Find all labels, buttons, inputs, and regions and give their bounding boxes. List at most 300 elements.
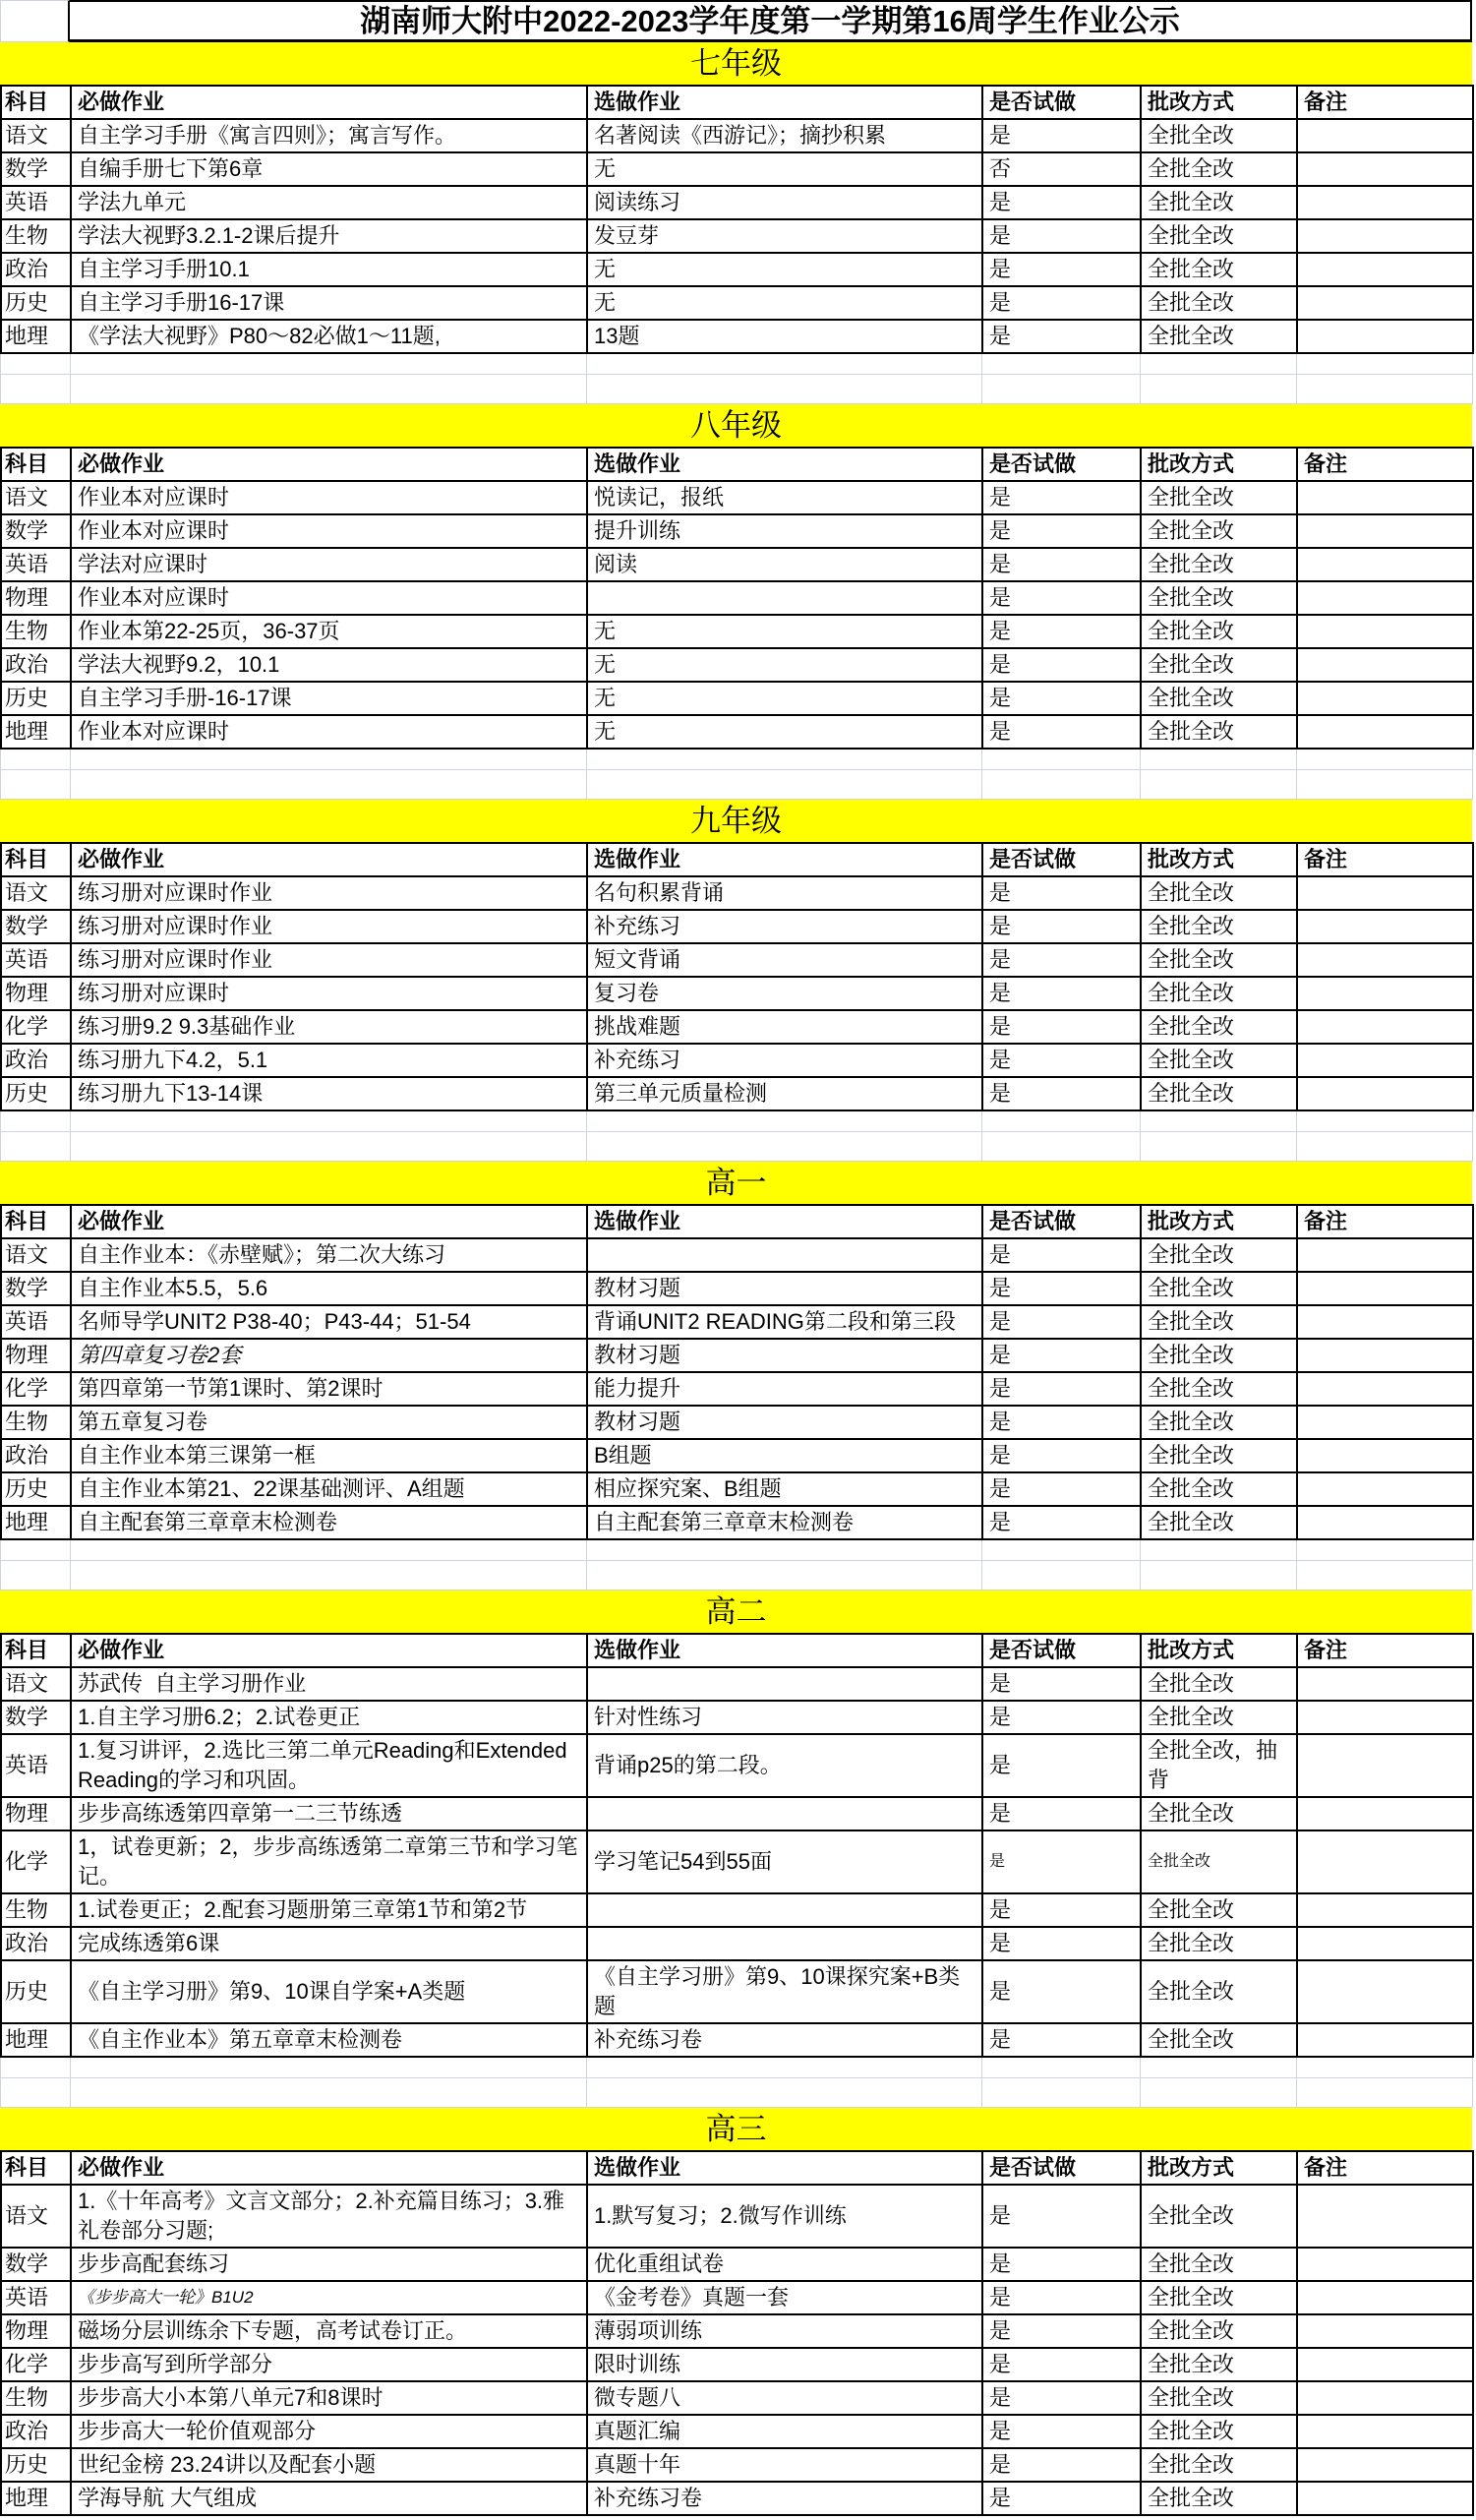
cell-remark [1298,877,1474,911]
empty-cell [587,354,982,375]
table-row [0,2349,1472,2382]
cell-grading: 全批全改 [1142,549,1298,582]
cell-optional: 补充练习 [588,1045,983,1078]
cell-grading: 全批全改 [1142,1440,1298,1473]
empty-cell [1297,750,1473,770]
cell-remark [1298,978,1474,1011]
cell-subject: 历史 [2,1078,72,1111]
cell-grading: 全批全改 [1142,1894,1298,1928]
column-header-grading: 批改方式 [1142,447,1298,482]
column-header-subject: 科目 [2,1633,72,1668]
cell-remark [1298,1239,1474,1273]
empty-cell [71,2058,587,2078]
cell-optional [588,1798,983,1831]
cell-grading: 全批全改 [1142,1831,1298,1894]
empty-cell [587,1132,982,1162]
cell-subject: 生物 [2,616,72,649]
table-row [0,1831,1472,1894]
cell-grading: 全批全改 [1142,944,1298,978]
empty-gap-row [0,1540,1472,1561]
cell-remark [1298,153,1474,187]
cell-optional: 阅读 [588,549,983,582]
cell-optional: 《金考卷》真题一套 [588,2282,983,2315]
cell-required: 1.复习讲评，2.选比三第二单元Reading和Extended Reading的学习和巩固。 [72,1735,588,1798]
cell-grading: 全批全改 [1142,2449,1298,2483]
table-row [0,716,1472,750]
cell-required: 第四章第一节第1课时、第2课时 [72,1373,588,1407]
cell-required: 第四章复习卷2套 [72,1340,588,1373]
cell-remark [1298,120,1474,153]
cell-grading: 全批全改 [1142,2024,1298,2058]
table-row [0,287,1472,321]
column-header-optional: 选做作业 [588,1204,983,1239]
cell-grading: 全批全改 [1142,120,1298,153]
empty-gap-row [0,2078,1472,2108]
column-header-row [0,842,1472,877]
cell-grading: 全批全改 [1142,2282,1298,2315]
empty-cell [1141,770,1297,800]
cell-grading: 全批全改 [1142,153,1298,187]
column-header-required: 必做作业 [72,1204,588,1239]
table-row [0,2282,1472,2315]
cell-optional: 真题十年 [588,2449,983,2483]
cell-tried: 是 [983,1735,1142,1798]
cell-tried: 是 [983,2349,1142,2382]
cell-required: 学法大视野9.2，10.1 [72,649,588,683]
empty-gap-row [0,1132,1472,1162]
column-header-subject: 科目 [2,2150,72,2186]
table-row [0,1928,1472,1961]
corner-cell [0,0,70,42]
cell-required: 《学法大视野》P80～82必做1～11题, [72,321,588,354]
cell-remark [1298,2315,1474,2349]
column-header-grading: 批改方式 [1142,1204,1298,1239]
cell-remark [1298,1273,1474,1306]
cell-tried: 是 [983,1273,1142,1306]
cell-remark [1298,2449,1474,2483]
column-header-row [0,1204,1472,1239]
empty-cell [71,1561,587,1590]
cell-remark [1298,2483,1474,2516]
empty-cell [1297,2078,1473,2108]
page-title: 湖南师大附中2022-2023学年度第一学期第16周学生作业公示 [70,0,1472,42]
cell-optional: 优化重组试卷 [588,2249,983,2282]
empty-cell [1,1561,71,1590]
column-header-tried: 是否试做 [983,842,1142,877]
cell-required: 1.试卷更正；2.配套习题册第三章第1节和第2节 [72,1894,588,1928]
cell-required: 第五章复习卷 [72,1407,588,1440]
cell-optional: 短文背诵 [588,944,983,978]
cell-remark [1298,649,1474,683]
cell-grading: 全批全改 [1142,1078,1298,1111]
cell-required: 名师导学UNIT2 P38-40；P43-44；51-54 [72,1306,588,1340]
cell-grading: 全批全改 [1142,482,1298,515]
cell-grading: 全批全改 [1142,877,1298,911]
cell-tried: 是 [983,321,1142,354]
empty-cell [71,375,587,404]
cell-optional: 限时训练 [588,2349,983,2382]
cell-required: 练习册对应课时作业 [72,944,588,978]
cell-optional: 真题汇编 [588,2416,983,2449]
cell-grading: 全批全改，抽背 [1142,1735,1298,1798]
cell-required: 步步高写到所学部分 [72,2349,588,2382]
empty-cell [1,2058,71,2078]
cell-remark [1298,1735,1474,1798]
cell-subject: 生物 [2,1894,72,1928]
empty-cell [587,375,982,404]
cell-tried: 是 [983,1407,1142,1440]
cell-subject: 语文 [2,1668,72,1702]
cell-required: 练习册九下4.2，5.1 [72,1045,588,1078]
cell-optional: 第三单元质量检测 [588,1078,983,1111]
cell-optional: 背诵UNIT2 READING第二段和第三段 [588,1306,983,1340]
grade-band: 高一 [0,1162,1472,1204]
cell-remark [1298,1668,1474,1702]
cell-required: 苏武传 自主学习册作业 [72,1668,588,1702]
empty-cell [1,1540,71,1561]
column-header-subject: 科目 [2,1204,72,1239]
cell-remark [1298,1831,1474,1894]
cell-remark [1298,1928,1474,1961]
empty-cell [982,1132,1141,1162]
cell-tried: 是 [983,1011,1142,1045]
cell-tried: 是 [983,911,1142,944]
empty-gap-row [0,375,1472,404]
empty-cell [587,2078,982,2108]
cell-optional: 提升训练 [588,515,983,549]
cell-tried: 是 [983,1373,1142,1407]
empty-cell [1141,354,1297,375]
cell-optional: 无 [588,287,983,321]
cell-optional: 挑战难题 [588,1011,983,1045]
cell-remark [1298,944,1474,978]
cell-optional: 能力提升 [588,1373,983,1407]
table-row [0,1668,1472,1702]
title-row [0,0,1472,42]
cell-optional: B组题 [588,1440,983,1473]
cell-required: 步步高配套练习 [72,2249,588,2282]
cell-required: 1，试卷更新；2，步步高练透第二章第三节和学习笔记。 [72,1831,588,1894]
table-row [0,1894,1472,1928]
cell-optional [588,1239,983,1273]
cell-grading: 全批全改 [1142,1373,1298,1407]
cell-remark [1298,1078,1474,1111]
table-row [0,978,1472,1011]
sections-container [0,42,1472,2516]
empty-cell [1,375,71,404]
cell-tried: 是 [983,1306,1142,1340]
cell-optional [588,582,983,616]
cell-optional: 背诵p25的第二段。 [588,1735,983,1798]
column-header-grading: 批改方式 [1142,85,1298,120]
cell-remark [1298,2282,1474,2315]
cell-remark [1298,2249,1474,2282]
empty-cell [1297,354,1473,375]
cell-tried: 是 [983,649,1142,683]
cell-grading: 全批全改 [1142,1239,1298,1273]
cell-grading: 全批全改 [1142,1668,1298,1702]
table-row [0,1735,1472,1798]
column-header-required: 必做作业 [72,1633,588,1668]
empty-cell [1141,1540,1297,1561]
cell-tried: 是 [983,2186,1142,2249]
table-row [0,911,1472,944]
cell-subject: 物理 [2,582,72,616]
table-row [0,2483,1472,2516]
cell-tried: 是 [983,2024,1142,2058]
cell-subject: 英语 [2,2282,72,2315]
empty-cell [1141,1111,1297,1132]
column-header-subject: 科目 [2,85,72,120]
cell-required: 世纪金榜 23.24讲以及配套小题 [72,2449,588,2483]
cell-required: 作业本第22-25页，36-37页 [72,616,588,649]
cell-subject: 地理 [2,321,72,354]
empty-cell [587,1561,982,1590]
empty-cell [982,750,1141,770]
cell-tried: 是 [983,2449,1142,2483]
cell-grading: 全批全改 [1142,287,1298,321]
cell-subject: 语文 [2,120,72,153]
column-header-row [0,85,1472,120]
cell-grading: 全批全改 [1142,1407,1298,1440]
cell-optional: 自主配套第三章章末检测卷 [588,1507,983,1540]
column-header-remark: 备注 [1298,842,1474,877]
cell-grading: 全批全改 [1142,582,1298,616]
cell-required: 练习册9.2 9.3基础作业 [72,1011,588,1045]
cell-subject: 语文 [2,482,72,515]
table-row [0,1407,1472,1440]
cell-grading: 全批全改 [1142,978,1298,1011]
cell-tried: 是 [983,482,1142,515]
table-row [0,187,1472,220]
cell-required: 作业本对应课时 [72,515,588,549]
cell-required: 步步高大小本第八单元7和8课时 [72,2382,588,2416]
cell-grading: 全批全改 [1142,1507,1298,1540]
cell-remark [1298,254,1474,287]
cell-required: 作业本对应课时 [72,716,588,750]
cell-subject: 物理 [2,978,72,1011]
column-header-remark: 备注 [1298,1633,1474,1668]
cell-subject: 物理 [2,1340,72,1373]
cell-grading: 全批全改 [1142,2416,1298,2449]
table-row [0,1702,1472,1735]
cell-optional: 悦读记，报纸 [588,482,983,515]
cell-tried: 是 [983,1340,1142,1373]
cell-remark [1298,1894,1474,1928]
cell-subject: 英语 [2,944,72,978]
empty-cell [1141,375,1297,404]
table-row [0,2416,1472,2449]
cell-remark [1298,716,1474,750]
cell-subject: 数学 [2,1702,72,1735]
cell-grading: 全批全改 [1142,515,1298,549]
cell-required: 练习册九下13-14课 [72,1078,588,1111]
empty-cell [1,1111,71,1132]
cell-subject: 历史 [2,2449,72,2483]
cell-remark [1298,1473,1474,1507]
cell-optional: 微专题八 [588,2382,983,2416]
cell-optional: 教材习题 [588,1273,983,1306]
column-header-required: 必做作业 [72,842,588,877]
empty-gap-row [0,770,1472,800]
grade-band: 高三 [0,2108,1472,2150]
cell-tried: 是 [983,254,1142,287]
cell-required: 自主学习手册16-17课 [72,287,588,321]
cell-remark [1298,1961,1474,2024]
cell-tried: 是 [983,515,1142,549]
cell-required: 自主作业本：《赤壁赋》；第二次大练习 [72,1239,588,1273]
cell-subject: 历史 [2,287,72,321]
cell-optional [588,1928,983,1961]
cell-subject: 物理 [2,2315,72,2349]
empty-cell [982,2078,1141,2108]
cell-grading: 全批全改 [1142,254,1298,287]
column-header-grading: 批改方式 [1142,2150,1298,2186]
cell-subject: 英语 [2,549,72,582]
empty-cell [1297,770,1473,800]
cell-required: 自主作业本第三课第一框 [72,1440,588,1473]
cell-required: 自主作业本5.5，5.6 [72,1273,588,1306]
table-row [0,549,1472,582]
cell-subject: 政治 [2,649,72,683]
cell-remark [1298,1702,1474,1735]
cell-required: 1.自主学习册6.2；2.试卷更正 [72,1702,588,1735]
empty-cell [71,1111,587,1132]
cell-subject: 地理 [2,716,72,750]
cell-subject: 生物 [2,220,72,254]
cell-grading: 全批全改 [1142,1340,1298,1373]
table-row [0,582,1472,616]
empty-cell [71,1132,587,1162]
column-header-grading: 批改方式 [1142,842,1298,877]
cell-optional: 无 [588,683,983,716]
table-row [0,515,1472,549]
cell-grading: 全批全改 [1142,1045,1298,1078]
empty-cell [1,2078,71,2108]
cell-required: 磁场分层训练余下专题，高考试卷订正。 [72,2315,588,2349]
cell-tried: 是 [983,1473,1142,1507]
cell-tried: 是 [983,1507,1142,1540]
cell-remark [1298,287,1474,321]
column-header-required: 必做作业 [72,2150,588,2186]
cell-required: 学法九单元 [72,187,588,220]
cell-subject: 化学 [2,2349,72,2382]
empty-cell [1,770,71,800]
cell-optional: 1.默写复习；2.微写作训练 [588,2186,983,2249]
cell-required: 学法大视野3.2.1-2课后提升 [72,220,588,254]
cell-required: 步步高大一轮价值观部分 [72,2416,588,2449]
column-header-tried: 是否试做 [983,1633,1142,1668]
cell-tried: 是 [983,1798,1142,1831]
cell-subject: 数学 [2,515,72,549]
cell-required: 自主学习手册10.1 [72,254,588,287]
empty-cell [1141,2058,1297,2078]
column-header-tried: 是否试做 [983,2150,1142,2186]
cell-grading: 全批全改 [1142,2315,1298,2349]
column-header-remark: 备注 [1298,2150,1474,2186]
cell-required: 作业本对应课时 [72,482,588,515]
cell-subject: 地理 [2,1507,72,1540]
empty-gap-row [0,1561,1472,1590]
cell-subject: 数学 [2,1273,72,1306]
empty-cell [1297,375,1473,404]
cell-optional [588,1668,983,1702]
empty-cell [1,354,71,375]
column-header-remark: 备注 [1298,85,1474,120]
cell-required: 作业本对应课时 [72,582,588,616]
table-row [0,1273,1472,1306]
cell-required: 自主学习手册《寓言四则》；寓言写作。 [72,120,588,153]
cell-grading: 全批全改 [1142,911,1298,944]
cell-tried: 是 [983,616,1142,649]
table-row [0,1961,1472,2024]
cell-remark [1298,582,1474,616]
cell-tried: 是 [983,2483,1142,2516]
cell-remark [1298,1340,1474,1373]
cell-optional: 阅读练习 [588,187,983,220]
cell-tried: 是 [983,1668,1142,1702]
cell-remark [1298,1407,1474,1440]
cell-subject: 语文 [2,2186,72,2249]
empty-cell [1141,750,1297,770]
cell-optional: 无 [588,616,983,649]
column-header-required: 必做作业 [72,85,588,120]
table-row [0,254,1472,287]
empty-cell [587,1111,982,1132]
cell-required: 学法对应课时 [72,549,588,582]
cell-remark [1298,1306,1474,1340]
cell-subject: 政治 [2,1045,72,1078]
empty-gap-row [0,2058,1472,2078]
column-header-optional: 选做作业 [588,85,983,120]
cell-subject: 历史 [2,1961,72,2024]
cell-remark [1298,2382,1474,2416]
cell-tried: 是 [983,582,1142,616]
cell-subject: 数学 [2,153,72,187]
empty-cell [1297,1561,1473,1590]
column-header-optional: 选做作业 [588,447,983,482]
cell-required: 练习册对应课时 [72,978,588,1011]
empty-cell [71,1540,587,1561]
cell-required: 自主作业本第21、22课基础测评、A组题 [72,1473,588,1507]
cell-tried: 是 [983,1961,1142,2024]
grade-band: 高二 [0,1590,1472,1633]
cell-required: 练习册对应课时作业 [72,911,588,944]
table-row [0,1798,1472,1831]
cell-tried: 是 [983,1239,1142,1273]
cell-tried: 是 [983,1831,1142,1894]
cell-grading: 全批全改 [1142,1702,1298,1735]
empty-cell [587,2058,982,2078]
column-header-optional: 选做作业 [588,842,983,877]
column-header-optional: 选做作业 [588,2150,983,2186]
cell-optional: 教材习题 [588,1407,983,1440]
cell-grading: 全批全改 [1142,2483,1298,2516]
grade-band: 七年级 [0,42,1472,85]
cell-remark [1298,1507,1474,1540]
cell-remark [1298,2024,1474,2058]
empty-cell [71,354,587,375]
empty-cell [982,770,1141,800]
table-row [0,2249,1472,2282]
cell-tried: 是 [983,2282,1142,2315]
cell-grading: 全批全改 [1142,2186,1298,2249]
table-row [0,649,1472,683]
table-row [0,877,1472,911]
cell-subject: 物理 [2,1798,72,1831]
cell-required: 《步步高大一轮》B1U2 [72,2282,588,2315]
empty-cell [982,1561,1141,1590]
